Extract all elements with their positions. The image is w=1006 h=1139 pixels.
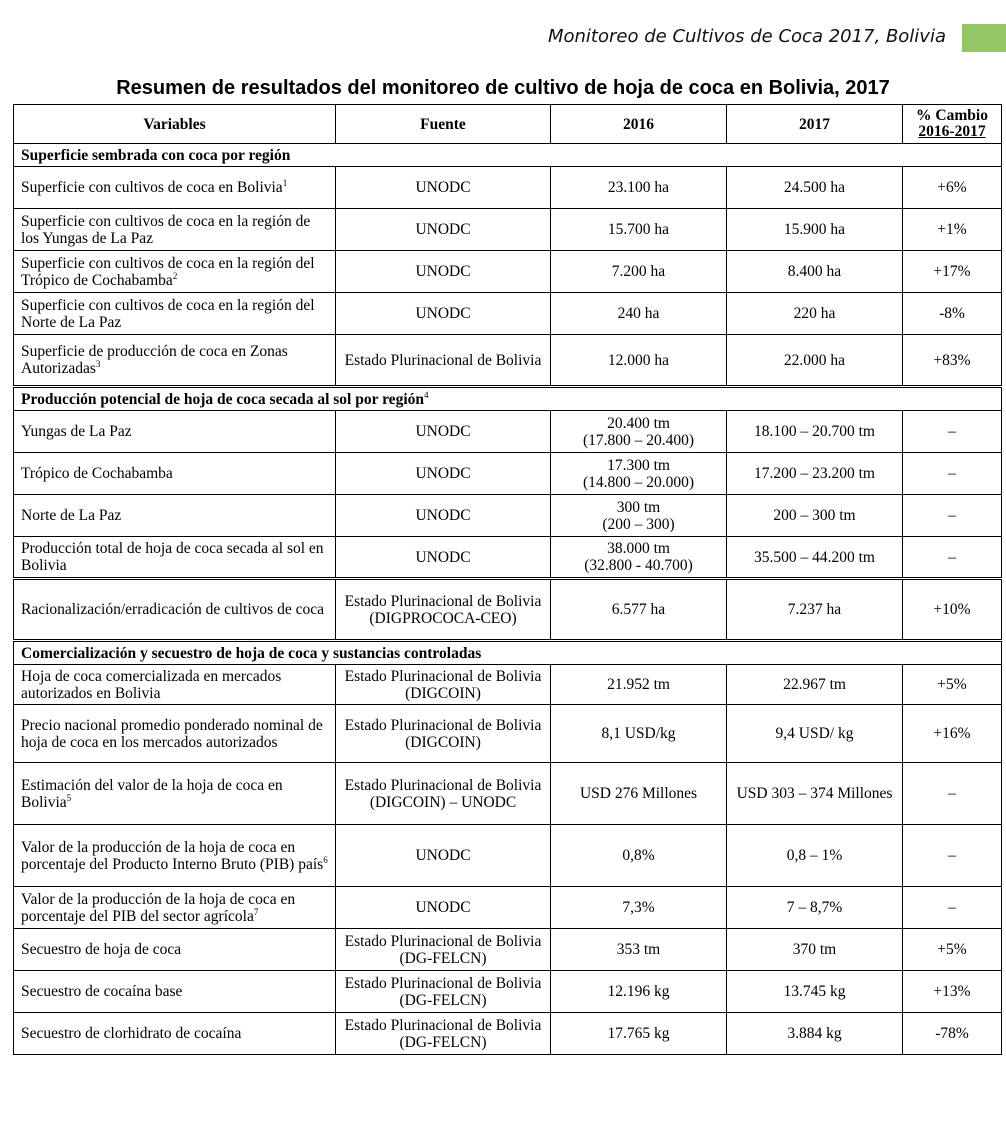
cell-2016: 0,8% xyxy=(551,825,727,887)
cell-2017: 370 tm xyxy=(727,929,903,971)
cell-2017: 3.884 kg xyxy=(727,1013,903,1055)
cell-2016: 15.700 ha xyxy=(551,209,727,251)
cell-fuente: UNODC xyxy=(336,453,551,495)
cell-cambio: +5% xyxy=(903,929,1002,971)
cell-2017: 24.500 ha xyxy=(727,167,903,209)
cell-2016: 240 ha xyxy=(551,293,727,335)
variable-text: Superficie con cultivos de coca en Bolivia xyxy=(21,179,283,196)
value-range: (32.800 - 40.700) xyxy=(584,557,693,574)
cell-fuente: Estado Plurinacional de Bolivia (DIGCOIN) xyxy=(336,705,551,763)
section-row xyxy=(14,144,1002,167)
variable-text: Valor de la producción de la hoja de coca en porcentaje del PIB del sector agrícola xyxy=(21,890,296,925)
cell-fuente: UNODC xyxy=(336,411,551,453)
cell-variable xyxy=(14,335,336,387)
cell-cambio: +83% xyxy=(903,335,1002,387)
cell-cambio: -78% xyxy=(903,1013,1002,1055)
cell-variable xyxy=(14,971,336,1013)
table-row xyxy=(14,167,1002,209)
cell-2017: 200 – 300 tm xyxy=(727,495,903,537)
variable-text: Yungas de La Paz xyxy=(21,423,132,440)
cell-2016: 353 tm xyxy=(551,929,727,971)
col-header-2016: 2016 xyxy=(551,105,727,144)
table-row xyxy=(14,209,1002,251)
cell-2017: 22.000 ha xyxy=(727,335,903,387)
cell-variable xyxy=(14,705,336,763)
table-row xyxy=(14,1013,1002,1055)
variable-text: Norte de La Paz xyxy=(21,507,122,524)
table-row xyxy=(14,705,1002,763)
cell-fuente: Estado Plurinacional de Bolivia (DG-FELCN) xyxy=(336,929,551,971)
cell-variable xyxy=(14,929,336,971)
cell-2017: 22.967 tm xyxy=(727,665,903,705)
table-row xyxy=(14,665,1002,705)
cell-fuente: UNODC xyxy=(336,887,551,929)
cell-fuente: UNODC xyxy=(336,209,551,251)
section-row xyxy=(14,387,1002,411)
table-title: Resumen de resultados del monitoreo de cultivo de hoja de coca en Bolivia, 2017 xyxy=(116,77,890,99)
col-header-cambio-line1: % Cambio xyxy=(916,107,988,124)
cell-variable xyxy=(14,411,336,453)
cell-2017: 9,4 USD/ kg xyxy=(727,705,903,763)
cell-2016: USD 276 Millones xyxy=(551,763,727,825)
footnote-marker: 1 xyxy=(282,177,288,188)
cell-cambio: +6% xyxy=(903,167,1002,209)
cell-variable xyxy=(14,825,336,887)
cell-variable xyxy=(14,537,336,579)
table-row xyxy=(14,411,1002,453)
cell-2017: 13.745 kg xyxy=(727,971,903,1013)
cell-fuente: UNODC xyxy=(336,251,551,293)
table-row xyxy=(14,537,1002,579)
table-row xyxy=(14,293,1002,335)
cell-cambio: – xyxy=(903,495,1002,537)
cell-2017: 35.500 – 44.200 tm xyxy=(727,537,903,579)
footnote-marker: 4 xyxy=(424,389,429,400)
cell-variable xyxy=(14,453,336,495)
variable-text: Secuestro de clorhidrato de cocaína xyxy=(21,1025,242,1042)
variable-text: Superficie con cultivos de coca en la región del Norte de La Paz xyxy=(21,296,315,331)
variable-text: Superficie de producción de coca en Zonas Autorizadas xyxy=(21,343,288,377)
table-row xyxy=(14,971,1002,1013)
cell-fuente: Estado Plurinacional de Bolivia (DG-FELCN) xyxy=(336,971,551,1013)
col-header-cambio-line2: 2016-2017 xyxy=(918,123,986,140)
footnote-marker: 7 xyxy=(253,906,259,917)
variable-text: Valor de la producción de la hoja de coca en porcentaje del Producto Interno Bruto (PIB) país xyxy=(21,838,324,873)
cell-cambio: – xyxy=(903,411,1002,453)
table-row xyxy=(14,251,1002,293)
cell-fuente: Estado Plurinacional de Bolivia (DIGPROCOCA-CEO) xyxy=(336,579,551,641)
cell-cambio: – xyxy=(903,537,1002,579)
cell-2017: 7 – 8,7% xyxy=(727,887,903,929)
cell-2016: 6.577 ha xyxy=(551,579,727,641)
cell-variable xyxy=(14,763,336,825)
cell-fuente: UNODC xyxy=(336,167,551,209)
cell-2016: 21.952 tm xyxy=(551,665,727,705)
cell-variable xyxy=(14,887,336,929)
table-row xyxy=(14,579,1002,641)
cell-variable xyxy=(14,209,336,251)
cell-fuente: UNODC xyxy=(336,495,551,537)
value-main: 20.400 tm xyxy=(607,414,670,432)
cell-cambio: +5% xyxy=(903,665,1002,705)
variable-text: Superficie con cultivos de coca en la región del Trópico de Cochabamba xyxy=(21,254,315,289)
cell-2017: 7.237 ha xyxy=(727,579,903,641)
variable-text: Trópico de Cochabamba xyxy=(21,465,173,482)
cell-2016: 12.000 ha xyxy=(551,335,727,387)
cell-2016: 7,3% xyxy=(551,887,727,929)
col-header-fuente: Fuente xyxy=(336,105,551,144)
cell-cambio: +17% xyxy=(903,251,1002,293)
cell-cambio: – xyxy=(903,887,1002,929)
value-range: (17.800 – 20.400) xyxy=(582,431,695,449)
cell-2016: 7.200 ha xyxy=(551,251,727,293)
cell-2017: 15.900 ha xyxy=(727,209,903,251)
footnote-marker: 6 xyxy=(323,854,328,865)
variable-text: Secuestro de hoja de coca xyxy=(21,941,182,958)
value-main: 300 tm xyxy=(616,498,661,516)
table-header-row xyxy=(14,105,1002,144)
cell-2016 xyxy=(551,495,727,537)
cell-variable xyxy=(14,665,336,705)
cell-2016: 23.100 ha xyxy=(551,167,727,209)
table-row xyxy=(14,929,1002,971)
cell-variable xyxy=(14,167,336,209)
footnote-marker: 5 xyxy=(66,792,72,803)
cell-variable xyxy=(14,579,336,641)
value-main: 38.000 tm xyxy=(607,540,670,557)
table-row xyxy=(14,495,1002,537)
summary-table xyxy=(13,104,1002,1055)
cell-cambio: +1% xyxy=(903,209,1002,251)
cell-variable xyxy=(14,251,336,293)
header-color-block xyxy=(962,24,1006,52)
col-header-cambio xyxy=(903,105,1002,144)
running-header: Monitoreo de Cultivos de Coca 2017, Bolivia xyxy=(547,26,946,47)
cell-fuente: Estado Plurinacional de Bolivia xyxy=(336,335,551,387)
cell-2017: 0,8 – 1% xyxy=(727,825,903,887)
cell-variable xyxy=(14,293,336,335)
table-row xyxy=(14,453,1002,495)
cell-cambio: +16% xyxy=(903,705,1002,763)
section-row xyxy=(14,641,1002,665)
cell-2017: 220 ha xyxy=(727,293,903,335)
cell-2016: 12.196 kg xyxy=(551,971,727,1013)
value-range: (14.800 – 20.000) xyxy=(582,473,695,491)
cell-2017: 17.200 – 23.200 tm xyxy=(727,453,903,495)
cell-2017: USD 303 – 374 Millones xyxy=(727,763,903,825)
table-row xyxy=(14,763,1002,825)
col-header-2017: 2017 xyxy=(727,105,903,144)
footnote-marker: 2 xyxy=(172,270,178,281)
cell-2016 xyxy=(551,537,727,579)
cell-cambio: – xyxy=(903,825,1002,887)
cell-2016 xyxy=(551,411,727,453)
cell-2016: 8,1 USD/kg xyxy=(551,705,727,763)
cell-2017: 18.100 – 20.700 tm xyxy=(727,411,903,453)
cell-fuente: Estado Plurinacional de Bolivia (DIGCOIN) xyxy=(336,665,551,705)
variable-text: Precio nacional promedio ponderado nominal de hoja de coca en los mercados autorizados xyxy=(21,716,323,751)
table-row xyxy=(14,335,1002,387)
section-title-superficie: Superficie sembrada con coca por región xyxy=(14,144,1002,167)
section-title-comercializacion: Comercialización y secuestro de hoja de coca y sustancias controladas xyxy=(14,641,1002,665)
cell-fuente: UNODC xyxy=(336,293,551,335)
variable-text: Secuestro de cocaína base xyxy=(21,983,183,1000)
section-title-produccion xyxy=(14,387,1002,411)
col-header-variables: Variables xyxy=(14,105,336,144)
value-range: (200 – 300) xyxy=(602,515,675,533)
cell-cambio: -8% xyxy=(903,293,1002,335)
variable-text: Superficie con cultivos de coca en la región de los Yungas de La Paz xyxy=(21,212,311,247)
table-row xyxy=(14,825,1002,887)
footnote-marker: 3 xyxy=(95,358,101,369)
variable-text: Racionalización/erradicación de cultivos de coca xyxy=(21,601,324,618)
cell-2016 xyxy=(551,453,727,495)
cell-cambio: +10% xyxy=(903,579,1002,641)
cell-cambio: +13% xyxy=(903,971,1002,1013)
cell-2016: 17.765 kg xyxy=(551,1013,727,1055)
variable-text: Hoja de coca comercializada en mercados autorizados en Bolivia xyxy=(21,667,282,702)
cell-cambio: – xyxy=(903,763,1002,825)
cell-2017: 8.400 ha xyxy=(727,251,903,293)
cell-variable xyxy=(14,495,336,537)
section-text: Producción potencial de hoja de coca secada al sol por región xyxy=(21,390,424,408)
cell-cambio: – xyxy=(903,453,1002,495)
cell-fuente: Estado Plurinacional de Bolivia (DIGCOIN) – UNODC xyxy=(336,763,551,825)
cell-fuente: UNODC xyxy=(336,537,551,579)
cell-fuente: UNODC xyxy=(336,825,551,887)
cell-variable xyxy=(14,1013,336,1055)
cell-fuente: Estado Plurinacional de Bolivia (DG-FELCN) xyxy=(336,1013,551,1055)
table-row xyxy=(14,887,1002,929)
variable-text: Estimación del valor de la hoja de coca en Bolivia xyxy=(21,776,283,811)
value-main: 17.300 tm xyxy=(607,456,670,474)
variable-text: Producción total de hoja de coca secada al sol en Bolivia xyxy=(21,540,324,574)
